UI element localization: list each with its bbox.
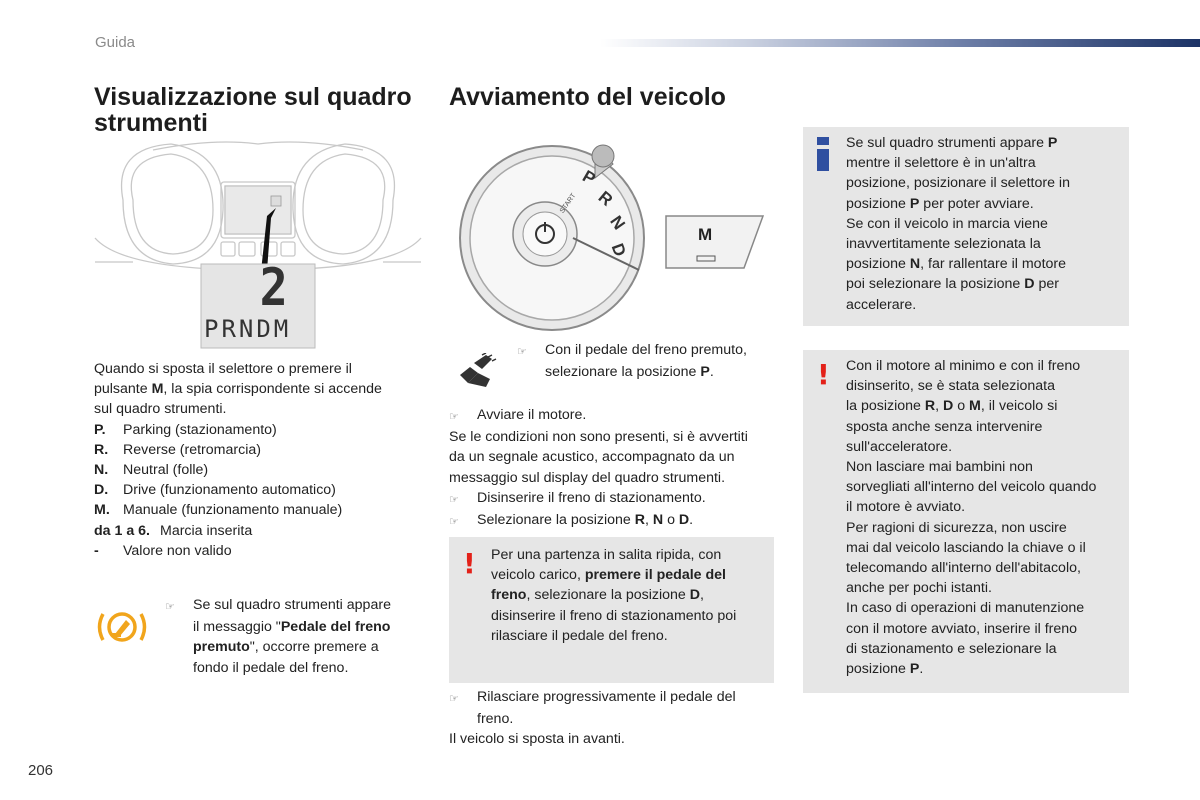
left-title bbox=[94, 84, 412, 136]
middle-steps bbox=[449, 405, 779, 532]
gear-selector-knob-illustration bbox=[455, 138, 650, 333]
cluster-gear-digit: 2 bbox=[259, 258, 288, 318]
manual-mode-button-illustration bbox=[664, 213, 766, 271]
legend-p: P. Parking (stazionamento) bbox=[94, 421, 277, 438]
legend-dash: - Valore non valido bbox=[94, 542, 232, 559]
safety-warning-text: Con il motore al minimo e con il freno disinserito, se è stata selezionata la posizione R, D o M, il veicolo si sposta anche senza intervenire sull'acceleratore. Non lasciare mai bambini non sorvegliati all'interno del veicolo quando il motore è avviato. Per ragioni di sicurezza, non uscire mai dal veicolo lasciando la chiave o il telecomando all'interno dell'abitacolo, anche per pochi istanti. In caso di operazioni di manutenzione con il motore avviato, inserire il freno di stazionamento e selezionare la posizione P. bbox=[846, 358, 1097, 678]
para-line2: da un segnale acustico, accompagnato da un bbox=[449, 449, 735, 466]
brake-message-note: ☞ Se sul quadro strumenti appare il messaggio "Pedale del freno premuto", occorre premere a fondo il pedale del freno. bbox=[165, 597, 391, 676]
vehicle-moves-text: Il veicolo si sposta in avanti. bbox=[449, 731, 625, 748]
left-intro-line3: sul quadro strumenti. bbox=[94, 401, 227, 418]
left-intro-line2: pulsante M, la spia corrispondente si accende bbox=[94, 381, 382, 398]
bullet-icon: ☞ bbox=[449, 493, 459, 506]
selector-label-p: P bbox=[579, 166, 599, 189]
safety-warning-box bbox=[803, 350, 1129, 693]
middle-title: Avviamento del veicolo bbox=[449, 83, 726, 111]
legend-n: N. Neutral (folle) bbox=[94, 462, 209, 479]
warning-exclamation-icon: ! bbox=[463, 547, 476, 580]
step-release-brake-cont: freno. bbox=[477, 711, 514, 728]
manual-mode-button-label: M bbox=[698, 225, 713, 244]
section-label: Guida bbox=[95, 34, 136, 51]
legend-r: R. Reverse (retromarcia) bbox=[94, 441, 261, 458]
info-icon bbox=[815, 137, 831, 171]
step-brake-select-p: ☞ Con il pedale del freno premuto, selezionare la posizione P. bbox=[517, 342, 747, 381]
header-gradient-bar bbox=[600, 39, 1200, 47]
legend-m: M. Manuale (funzionamento manuale) bbox=[94, 502, 343, 519]
selector-label-d: D bbox=[607, 240, 630, 259]
para-line1: Se le condizioni non sono presenti, si è avvertiti bbox=[449, 429, 748, 446]
step-select-position: ☞ Selezionare la posizione R, N o D. bbox=[449, 510, 779, 532]
middle-final-steps bbox=[449, 687, 779, 750]
hill-start-warning-box bbox=[449, 537, 774, 683]
step-start-engine: ☞ Avviare il motore. bbox=[449, 405, 779, 427]
cluster-gear-letters: PRNDM bbox=[204, 315, 292, 343]
info-box bbox=[803, 127, 1129, 326]
step-release-brake: ☞ Rilasciare progressivamente il pedale del bbox=[449, 687, 779, 709]
left-title-line1: Visualizzazione sul quadro bbox=[94, 83, 412, 111]
press-brake-pedal-icon bbox=[456, 353, 498, 389]
step-release-parking-brake: ☞ Disinserire il freno di stazionamento. bbox=[449, 488, 779, 510]
bullet-icon: ☞ bbox=[449, 411, 459, 423]
bullet-icon: ☞ bbox=[449, 693, 459, 705]
selector-label-start: START bbox=[558, 192, 578, 215]
para-line3: messaggio sul display del quadro strumenti. bbox=[449, 469, 726, 486]
brake-pedal-warning-icon bbox=[96, 606, 148, 648]
hill-start-warning-text: Per una partenza in salita ripida, con veicolo carico, premere il pedale del freno, selezionare la posizione D, disinserire il freno di stazionamento poi rilasciare il pedale del freno. bbox=[491, 547, 737, 644]
safety-exclamation-icon: ! bbox=[817, 358, 830, 391]
left-title-line2: strumenti bbox=[94, 109, 208, 137]
legend-d: D. Drive (funzionamento automatico) bbox=[94, 482, 336, 499]
page-number: 206 bbox=[28, 762, 54, 779]
legend-range: da 1 a 6. Marcia inserita bbox=[94, 522, 253, 539]
left-intro bbox=[94, 359, 424, 561]
info-text: Se sul quadro strumenti appare P mentre il selettore è in un'altra posizione, posizionare il selettore in posizione P per poter avviare. Se con il veicolo in marcia viene inavvertitamente selezionata la posizione N, far rallentare il motore poi selezionare la posizione D per accelerare. bbox=[846, 135, 1070, 313]
selector-label-r: R bbox=[594, 187, 617, 210]
bullet-icon: ☞ bbox=[449, 516, 459, 529]
bullet-icon: ☞ bbox=[517, 346, 527, 358]
selector-label-n: N bbox=[606, 212, 629, 234]
bullet-icon: ☞ bbox=[165, 601, 175, 613]
left-intro-line1: Quando si sposta il selettore o premere il bbox=[94, 361, 352, 377]
